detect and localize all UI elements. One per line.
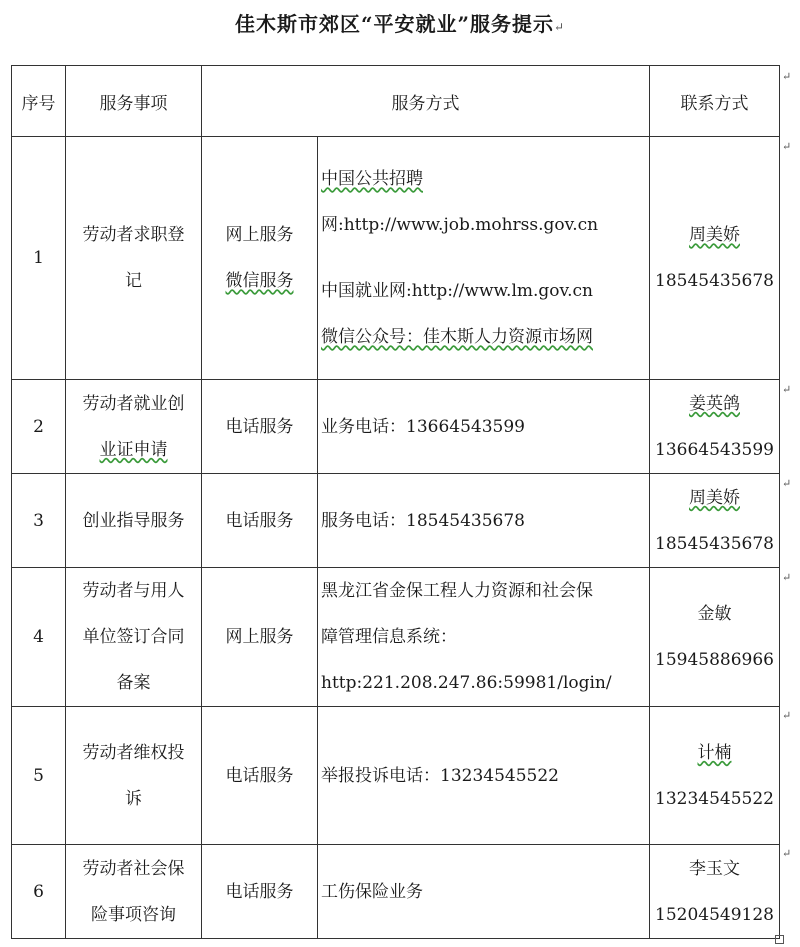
mode-line: 电话服务 — [225, 510, 294, 531]
service-item — [66, 137, 202, 380]
contact-cell — [650, 707, 780, 845]
row-number: 2 — [12, 380, 66, 474]
contact-phone: 13234545522 — [655, 788, 774, 809]
mode-line: 电话服务 — [225, 881, 294, 902]
service-item — [66, 568, 202, 707]
service-mode — [202, 707, 318, 845]
contact-cell — [650, 568, 780, 707]
contact-phone: 15945886966 — [655, 650, 774, 670]
row-number: 4 — [12, 568, 66, 707]
contact-name: 姜英鸽 — [689, 393, 740, 414]
contact-phone: 18545435678 — [655, 271, 774, 291]
contact-name: 李玉文 — [689, 858, 740, 879]
item-line: 业证申请 — [99, 439, 168, 460]
title-text: 佳木斯市郊区“平安就业”服务提示 — [234, 12, 554, 36]
contact-name: 周美娇 — [689, 487, 740, 508]
mode-line: 微信服务 — [225, 271, 294, 291]
row-end-mark: ↵ — [782, 70, 792, 83]
header-mode: 服务方式 — [202, 66, 650, 137]
row-number: 6 — [12, 845, 66, 939]
mode-line: 网上服务 — [225, 627, 294, 647]
contact-phone: 15204549128 — [655, 904, 774, 925]
detail-line: 微信公众号：佳木斯人力资源市场网 — [321, 327, 593, 347]
service-mode — [202, 380, 318, 474]
detail-line: 中国就业网:http://www.lm.gov.cn — [321, 281, 593, 301]
document-title — [0, 8, 800, 37]
contact-cell — [650, 474, 780, 568]
service-detail — [318, 474, 650, 568]
header-no: 序号 — [12, 66, 66, 137]
service-item — [66, 845, 202, 939]
item-line: 劳动者求职登 — [82, 225, 185, 245]
contact-phone: 13664543599 — [655, 439, 774, 460]
item-line: 险事项咨询 — [91, 904, 176, 925]
mode-line: 电话服务 — [225, 416, 294, 437]
service-item — [66, 474, 202, 568]
row-end-mark: ↵ — [782, 140, 792, 153]
table-row — [12, 137, 780, 380]
item-line: 劳动者与用人 — [82, 581, 185, 601]
service-mode — [202, 568, 318, 707]
table-row — [12, 568, 780, 707]
item-line: 劳动者就业创 — [82, 393, 185, 414]
detail-line: 网:http://www.job.mohrss.gov.cn — [321, 215, 599, 235]
row-end-mark: ↵ — [782, 477, 792, 490]
detail-line: 工伤保险业务 — [321, 881, 423, 902]
row-end-mark: ↵ — [782, 709, 792, 722]
detail-line: 业务电话：13664543599 — [321, 416, 525, 437]
contact-name: 计楠 — [697, 742, 732, 763]
item-line: 劳动者维权投 — [82, 742, 185, 763]
table-row — [12, 474, 780, 568]
service-detail — [318, 380, 650, 474]
service-item — [66, 380, 202, 474]
item-line: 记 — [125, 271, 142, 291]
service-table — [11, 65, 780, 939]
service-detail — [318, 137, 650, 380]
item-line: 诉 — [125, 788, 142, 809]
service-mode — [202, 137, 318, 380]
detail-line: 服务电话：18545435678 — [321, 510, 525, 531]
header-contact: 联系方式 — [650, 66, 780, 137]
header-item: 服务事项 — [66, 66, 202, 137]
item-line: 创业指导服务 — [82, 510, 185, 531]
row-end-mark: ↵ — [782, 847, 792, 860]
mode-line: 网上服务 — [225, 225, 294, 245]
table-end-marker — [775, 935, 784, 944]
row-number: 1 — [12, 137, 66, 380]
mode-line: 电话服务 — [225, 765, 294, 786]
detail-line: http:221.208.247.86:59981/login/ — [321, 673, 612, 693]
detail-line: 障管理信息系统： — [321, 627, 457, 647]
row-number: 5 — [12, 707, 66, 845]
row-end-mark: ↵ — [782, 571, 792, 584]
contact-name: 金敏 — [697, 604, 732, 624]
item-line: 单位签订合同 — [82, 627, 185, 647]
header-row — [12, 66, 780, 137]
service-detail — [318, 707, 650, 845]
paragraph-mark: ↵ — [553, 20, 566, 34]
contact-cell — [650, 137, 780, 380]
contact-phone: 18545435678 — [655, 533, 774, 554]
row-number: 3 — [12, 474, 66, 568]
service-item — [66, 707, 202, 845]
service-detail — [318, 568, 650, 707]
contact-name: 周美娇 — [689, 225, 740, 245]
table-row — [12, 707, 780, 845]
table-row — [12, 845, 780, 939]
table-row — [12, 380, 780, 474]
row-end-mark: ↵ — [782, 383, 792, 396]
service-mode — [202, 474, 318, 568]
item-line: 劳动者社会保 — [82, 858, 185, 879]
item-line: 备案 — [116, 673, 151, 693]
detail-line: 黑龙江省金保工程人力资源和社会保 — [321, 581, 593, 601]
detail-line — [321, 248, 649, 268]
service-detail — [318, 845, 650, 939]
contact-cell — [650, 380, 780, 474]
contact-cell — [650, 845, 780, 939]
service-mode — [202, 845, 318, 939]
detail-line: 举报投诉电话：13234545522 — [321, 765, 559, 786]
detail-line: 中国公共招聘 — [321, 169, 423, 189]
